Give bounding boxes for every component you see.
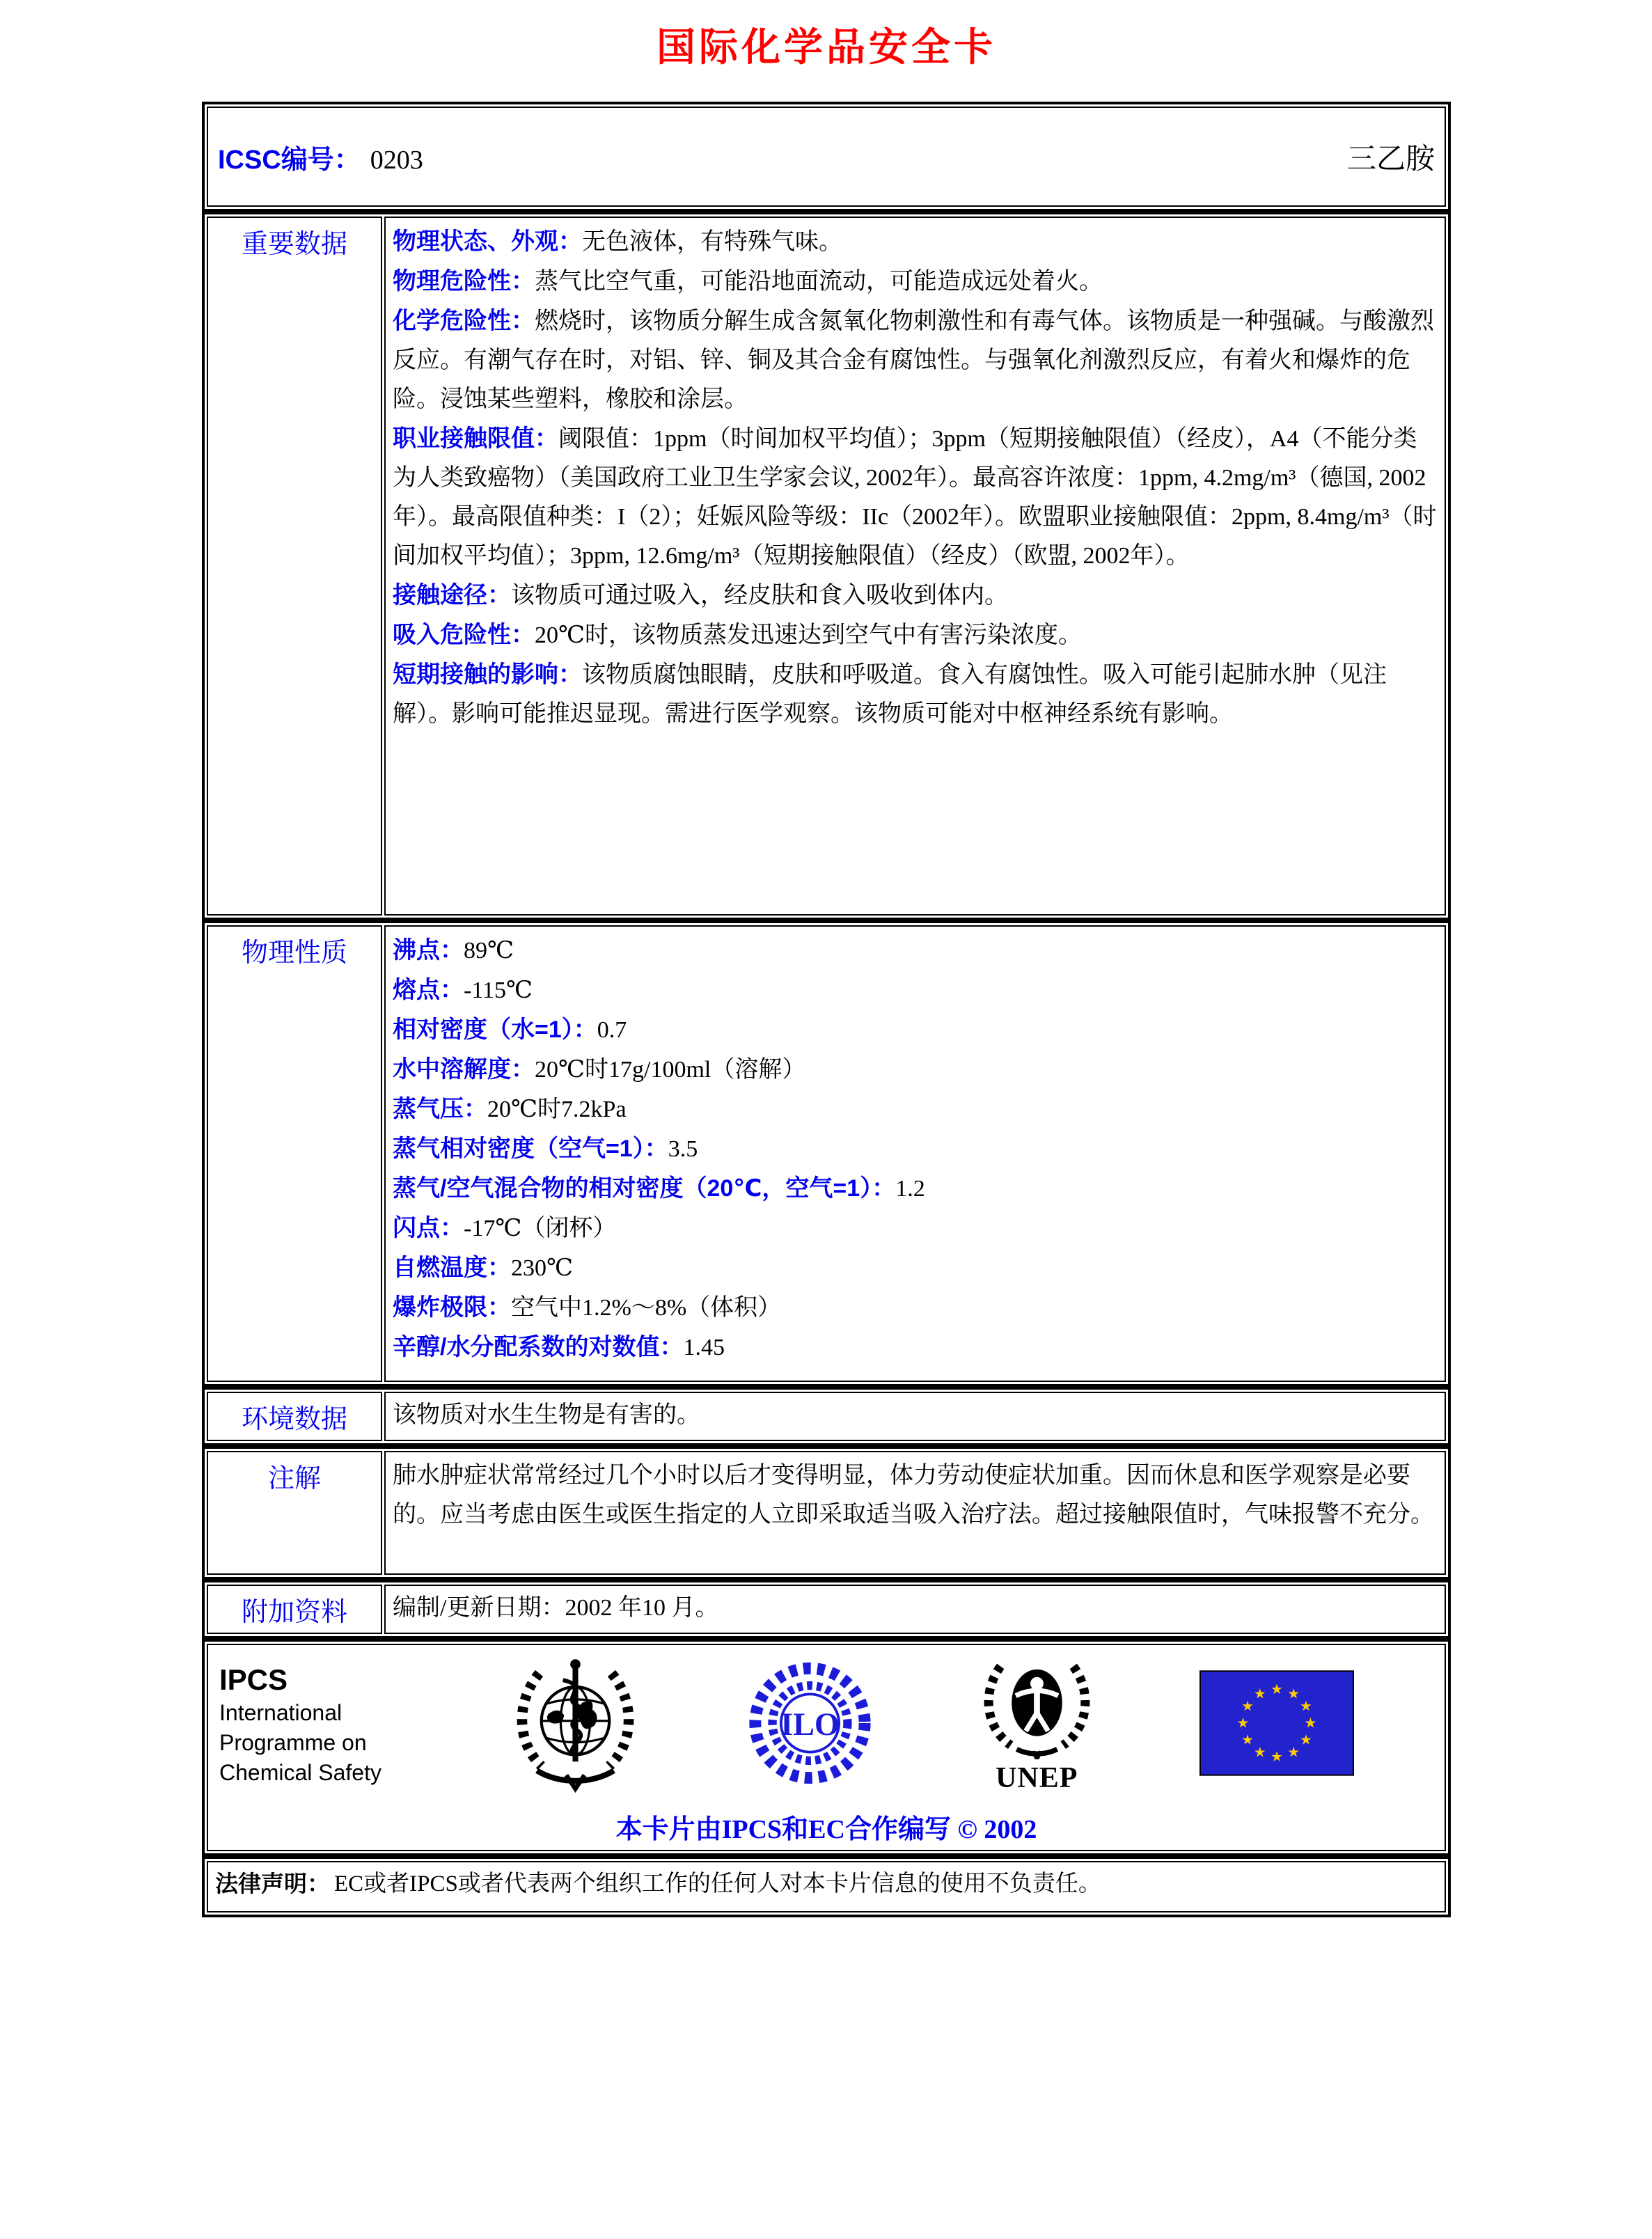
environmental-data-side-label: 环境数据: [207, 1392, 382, 1441]
field-label: 蒸气相对密度（空气=1）：: [393, 1136, 668, 1162]
icsc-number-value: 0203: [370, 145, 423, 175]
legal-notice-label: 法律声明：: [215, 1871, 330, 1896]
environmental-data-text: 该物质对水生生物是有害的。: [393, 1402, 700, 1428]
field-label: 相对密度（水=1）：: [393, 1016, 597, 1043]
field-label: 水中溶解度：: [393, 1056, 535, 1083]
field-label: 职业接触限值：: [393, 425, 558, 452]
field-text: 燃烧时，该物质分解生成含氮氧化物刺激性和有毒气体。该物质是一种强碱。与酸激烈反应。有潮气存在时，对铝、锌、铜及其合金有腐蚀性。与强氧化剂激烈反应，有着火和爆炸的危险。浸蚀某些塑料，橡胶和涂层。: [393, 308, 1434, 412]
ipcs-title: IPCS: [219, 1663, 288, 1696]
property-vapor-pressure: [393, 1090, 1438, 1129]
chemical-name: 三乙胺: [1346, 143, 1435, 175]
important-data-side-label: 重要数据: [207, 217, 382, 916]
field-text: 蒸气比空气重，可能沿地面流动，可能造成远处着火。: [535, 269, 1103, 294]
field-label: 沸点：: [393, 937, 464, 964]
eu-flag-icon: [1199, 1670, 1354, 1780]
property-water-solubility: [393, 1050, 1438, 1090]
field-label: 熔点：: [393, 977, 464, 1003]
important-data-section: [202, 212, 1451, 920]
field-text: 该物质腐蚀眼睛，皮肤和呼吸道。食入有腐蚀性。吸入可能引起肺水肿（见注解）。影响可能推迟显现。需进行医学观察。该物质可能对中枢神经系统有影响。: [393, 662, 1387, 727]
data-item-inhalation-risk: [393, 615, 1438, 655]
additional-info-text: 编制/更新日期：2002 年10 月。: [393, 1595, 719, 1621]
data-item-physical-hazard: [393, 262, 1438, 301]
header-table: [202, 102, 1451, 212]
physical-properties-content: [384, 925, 1446, 1382]
field-text: 89℃: [464, 938, 514, 964]
logos-section: [202, 1639, 1451, 1856]
ipcs-text-block: [219, 1662, 406, 1788]
header-cell: [207, 107, 1446, 207]
field-text: 1.45: [683, 1335, 725, 1360]
property-explosive-limits: [393, 1288, 1438, 1328]
data-item-physical-state: [393, 222, 1438, 262]
property-vapor-air-mix-density: [393, 1169, 1438, 1209]
unep-icon: [976, 1656, 1098, 1793]
data-item-short-term-effects: [393, 655, 1438, 734]
field-label: 短期接触的影响：: [393, 661, 582, 688]
field-text: 3.5: [668, 1136, 698, 1162]
property-octanol-water-logp: [393, 1328, 1438, 1367]
cooperation-caption: 本卡片由IPCS和EC合作编写 © 2002: [615, 1815, 1037, 1844]
additional-info-section: [202, 1580, 1451, 1639]
additional-info-content: [384, 1585, 1446, 1634]
property-melting-point: [393, 971, 1438, 1010]
icsc-number-group: [218, 138, 423, 176]
notes-content: [384, 1451, 1446, 1575]
field-text: 0.7: [597, 1017, 627, 1043]
field-text: 20℃时7.2kPa: [487, 1097, 627, 1122]
physical-properties-section: [202, 920, 1451, 1387]
field-label: 自燃温度：: [393, 1255, 511, 1281]
ipcs-line: International: [219, 1700, 343, 1725]
page-title: 国际化学品安全卡: [656, 26, 996, 70]
data-item-occupational-limits: [393, 419, 1438, 576]
icsc-number-label: ICSC编号：: [218, 145, 361, 175]
environmental-data-section: [202, 1387, 1451, 1446]
ilo-icon: [746, 1656, 874, 1793]
field-text: 无色液体，有特殊气味。: [582, 229, 842, 255]
logos-cell: [207, 1644, 1446, 1851]
field-text: 阈限值：1ppm（时间加权平均值）；3ppm（短期接触限值）（经皮），A4（不能分类为人类致癌物）（美国政府工业卫生学家会议, 2002年）。最高容许浓度：1ppm, 4.2mg/m³（德国, 2002年）。最高限值种类：I（2）；妊娠风险等级：IIc（2002年）。欧盟职业接触限值：2ppm, 8.4mg/m³（时间加权平均值）；3ppm, 12.6mg/m³（短期接触限值）（经皮）（欧盟, 2002年）。: [393, 426, 1437, 569]
field-label: 蒸气/空气混合物的相对密度（20℃，空气=1）：: [393, 1175, 896, 1202]
field-text: -17℃（闭杯）: [464, 1216, 617, 1241]
field-label: 辛醇/水分配系数的对数值：: [393, 1334, 684, 1360]
ipcs-line: Programme on: [219, 1730, 367, 1755]
important-data-content: [384, 217, 1446, 916]
additional-info-side-label: 附加资料: [207, 1585, 382, 1634]
field-label: 物理危险性：: [393, 268, 535, 294]
field-text: -115℃: [464, 977, 533, 1003]
field-text: 1.2: [895, 1176, 925, 1202]
data-item-chemical-hazard: [393, 301, 1438, 419]
field-text: 230℃: [511, 1255, 574, 1281]
field-text: 该物质可通过吸入，经皮肤和食入吸收到体内。: [511, 583, 1008, 608]
field-text: 空气中1.2%～8%（体积）: [511, 1295, 782, 1321]
field-text: 20℃时，该物质蒸发迅速达到空气中有害污染浓度。: [535, 622, 1083, 648]
field-label: 接触途径：: [393, 582, 511, 608]
field-text: 20℃时17g/100ml（溶解）: [535, 1057, 806, 1083]
field-label: 物理状态、外观：: [393, 228, 582, 255]
notes-section: [202, 1446, 1451, 1580]
property-flash-point: [393, 1209, 1438, 1248]
field-label: 吸入危险性：: [393, 622, 535, 648]
ipcs-line: Chemical Safety: [219, 1760, 381, 1785]
property-vapor-density: [393, 1129, 1438, 1169]
legal-notice-text: EC或者IPCS或者代表两个组织工作的任何人对本卡片信息的使用不负责任。: [334, 1871, 1101, 1896]
who-icon: [508, 1653, 643, 1796]
property-relative-density: [393, 1010, 1438, 1050]
environmental-data-content: [384, 1392, 1446, 1441]
data-item-exposure-routes: [393, 576, 1438, 615]
legal-notice-cell: [207, 1861, 1446, 1912]
property-boiling-point: [393, 931, 1438, 971]
field-label: 爆炸极限：: [393, 1294, 511, 1321]
unep-logo-letters: UNEP: [996, 1762, 1078, 1794]
field-label: 化学危险性：: [393, 308, 535, 334]
property-autoignition-temp: [393, 1248, 1438, 1288]
ilo-logo-letters: ILO: [780, 1706, 840, 1743]
field-label: 蒸气压：: [393, 1096, 487, 1122]
physical-properties-side-label: 物理性质: [207, 925, 382, 1382]
notes-text: 肺水肿症状常常经过几个小时以后才变得明显，体力劳动使症状加重。因而休息和医学观察是必要的。应当考虑由医生或医生指定的人立即采取适当吸入治疗法。超过接触限值时，气味报警不充分。: [393, 1463, 1434, 1527]
notes-side-label: 注解: [207, 1451, 382, 1575]
icsc-document: [202, 0, 1451, 1917]
legal-notice-section: [202, 1856, 1451, 1917]
field-label: 闪点：: [393, 1215, 464, 1241]
